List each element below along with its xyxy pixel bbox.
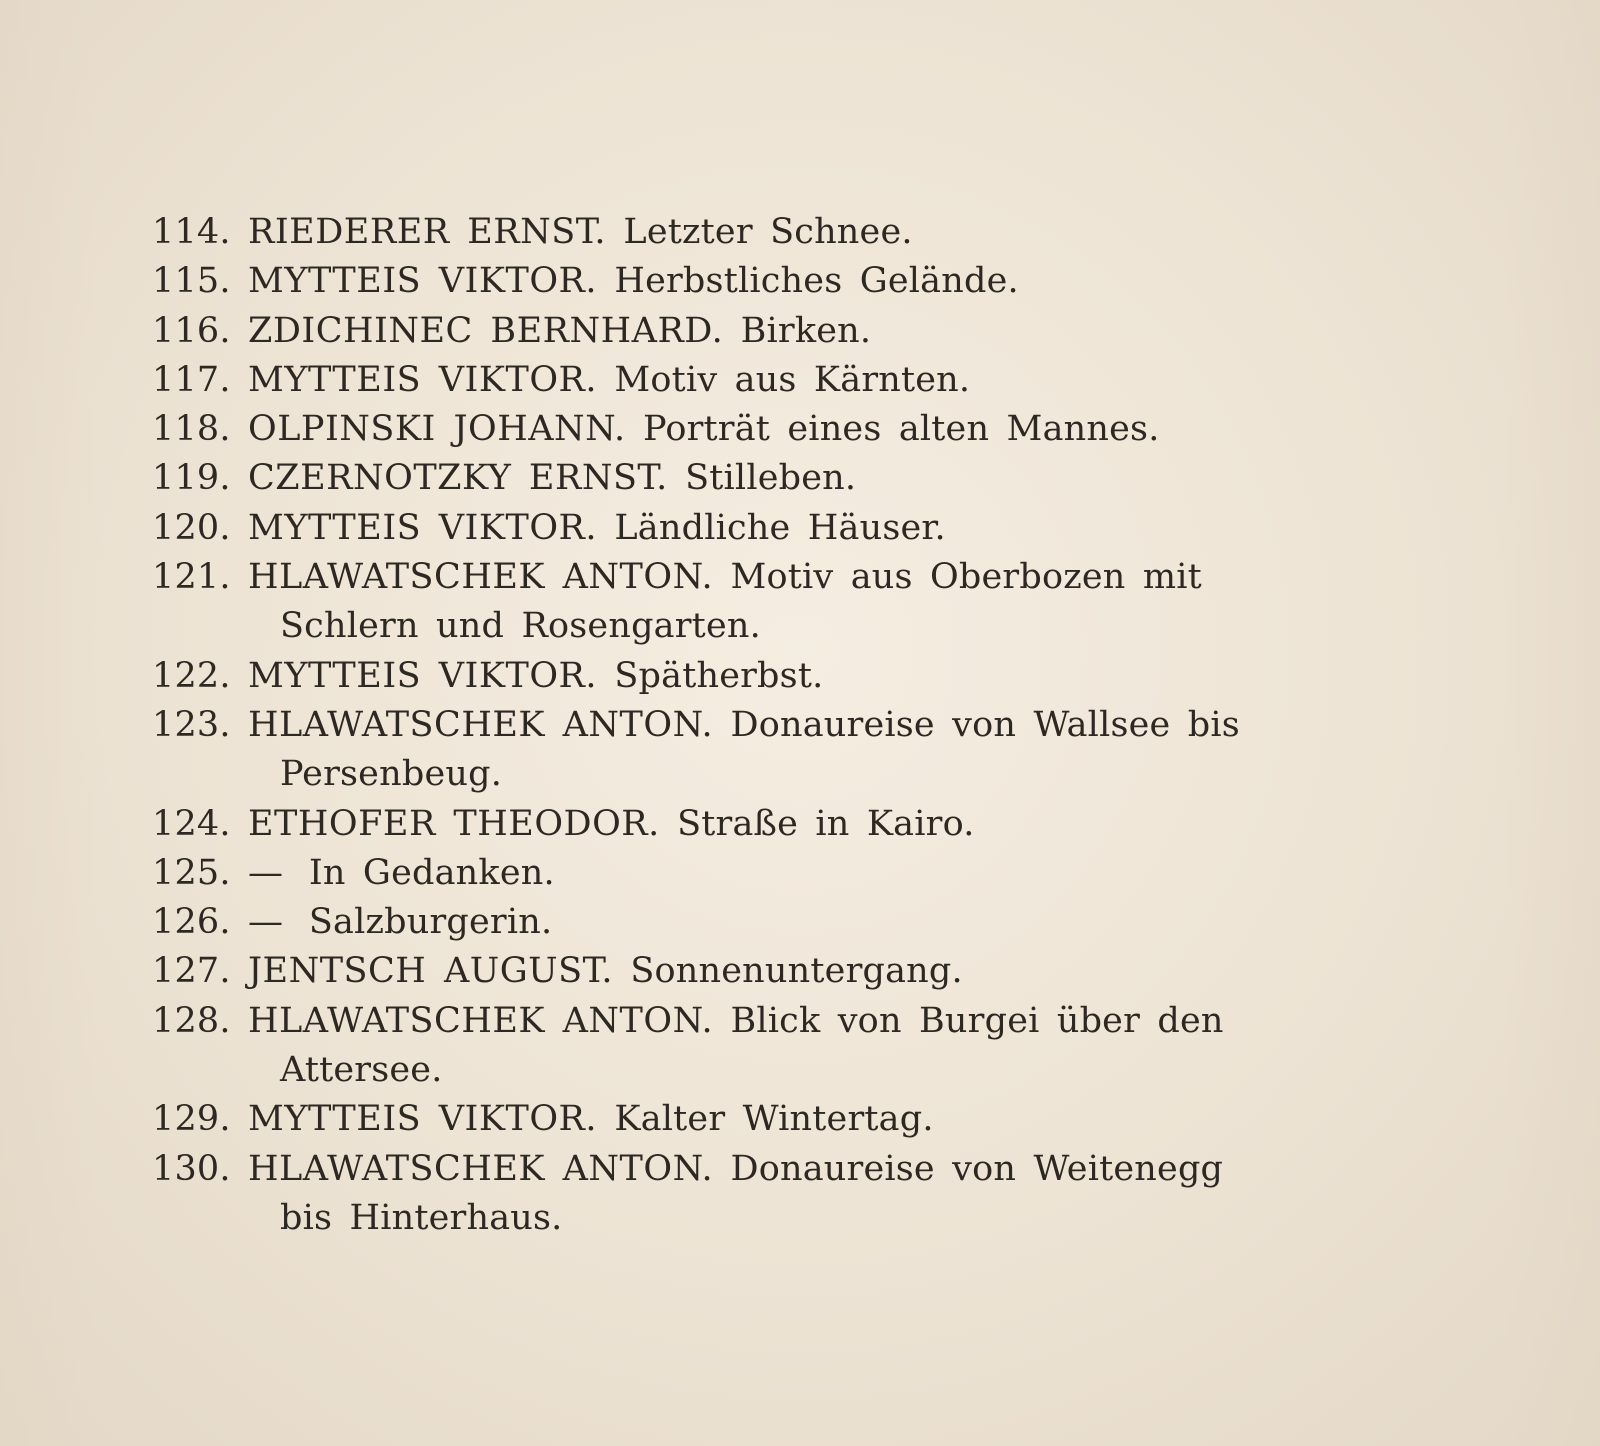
catalogue-entry [152,1145,1452,1244]
entry-title: Stilleben. [685,458,857,499]
catalogue-entry [152,947,1452,996]
entry-artist: HLAWATSCHEK ANTON. [248,704,714,745]
catalogue-entry [152,454,1452,503]
entry-title: Straße in Kairo. [677,803,975,844]
entry-number: 129. [152,1099,231,1140]
entry-title: Porträt eines alten Mannes. [643,409,1160,450]
catalogue-entry [152,504,1452,553]
entry-artist: MYTTEIS VIKTOR. [248,655,598,696]
entry-first-line [248,405,1452,454]
entry-title: Motiv aus Oberbozen mit [730,557,1202,598]
entry-artist: OLPINSKI JOHANN. [248,409,626,450]
entry-title: In Gedanken. [308,852,555,893]
entry-artist: ZDICHINEC BERNHARD. [248,310,724,351]
entry-text [248,208,1452,257]
entry-number: 115. [152,261,231,302]
entry-text [248,1145,1452,1244]
entry-first-line [248,504,1452,553]
entry-number: 127. [152,951,231,992]
entry-first-line [248,849,1452,898]
entry-artist: MYTTEIS VIKTOR. [248,261,598,302]
entry-number: 124. [152,803,231,844]
entry-text [248,849,1452,898]
catalogue-list [152,208,1452,1243]
entry-artist: HLAWATSCHEK ANTON. [248,557,714,598]
entry-text [248,257,1452,306]
catalogue-entry [152,701,1452,800]
catalogue-entry [152,997,1452,1096]
entry-number: 125. [152,852,231,893]
entry-artist: CZERNOTZKY ERNST. [248,458,668,499]
entry-text [248,356,1452,405]
entry-text [248,800,1452,849]
entry-number: 126. [152,902,231,943]
entry-first-line [248,454,1452,503]
entry-artist: — [248,852,284,893]
entry-artist: MYTTEIS VIKTOR. [248,359,598,400]
entry-title: Ländliche Häuser. [614,507,946,548]
entry-number: 123. [152,704,231,745]
entry-text [248,454,1452,503]
entry-number: 121. [152,557,231,598]
catalogue-entry [152,800,1452,849]
entry-first-line [248,307,1452,356]
catalogue-entry [152,208,1452,257]
entry-number: 119. [152,458,231,499]
entry-number: 130. [152,1148,231,1189]
entry-artist: HLAWATSCHEK ANTON. [248,1000,714,1041]
entry-text [248,504,1452,553]
entry-text [248,1095,1452,1144]
entry-text [248,701,1452,800]
entry-text [248,553,1452,652]
catalogue-entry [152,652,1452,701]
entry-title-continuation: Attersee. [280,1050,443,1091]
entry-title: Blick von Burgei über den [730,1000,1224,1041]
entry-title: Motiv aus Kärnten. [614,359,971,400]
entry-number: 128. [152,1000,231,1041]
entry-artist: HLAWATSCHEK ANTON. [248,1148,714,1189]
entry-first-line [248,800,1452,849]
entry-title: Sonnenuntergang. [630,951,963,992]
catalogue-entry [152,356,1452,405]
catalogue-entry [152,898,1452,947]
catalogue-entry [152,849,1452,898]
entry-title: Donaureise von Weitenegg [730,1148,1224,1189]
entry-text [248,307,1452,356]
entry-first-line [248,947,1452,996]
catalogue-entry [152,307,1452,356]
entry-first-line [248,1145,1452,1194]
entry-first-line [248,208,1452,257]
entry-number: 120. [152,507,231,548]
entry-artist: ETHOFER THEODOR. [248,803,660,844]
entry-artist: JENTSCH AUGUST. [248,951,613,992]
entry-text [248,405,1452,454]
entry-title: Birken. [740,310,872,351]
entry-artist: — [248,902,284,943]
entry-first-line [248,553,1452,602]
entry-title-continuation: Persenbeug. [280,754,503,795]
entry-first-line [248,257,1452,306]
entry-title: Salzburgerin. [308,902,553,943]
entry-title: Letzter Schnee. [623,212,913,252]
entry-number: 116. [152,310,231,351]
entry-first-line [248,652,1452,701]
entry-title-continuation: Schlern und Rosengarten. [280,606,761,647]
entry-first-line [248,997,1452,1046]
entry-title: Kalter Wintertag. [614,1099,934,1140]
entry-text [248,997,1452,1096]
entry-title: Herbstliches Gelände. [614,261,1019,302]
catalogue-entry [152,553,1452,652]
catalogue-entry [152,1095,1452,1144]
entry-number: 122. [152,655,231,696]
entry-number: 118. [152,409,231,450]
entry-artist: MYTTEIS VIKTOR. [248,507,598,548]
entry-text [248,652,1452,701]
entry-artist: MYTTEIS VIKTOR. [248,1099,598,1140]
entry-title: Spätherbst. [614,655,824,696]
entry-text [248,898,1452,947]
catalogue-entry [152,257,1452,306]
entry-title-continuation: bis Hinterhaus. [280,1197,563,1238]
catalogue-entry [152,405,1452,454]
entry-first-line [248,1095,1452,1144]
entry-number: 114. [152,212,231,252]
entry-text [248,947,1452,996]
entry-title: Donaureise von Wallsee bis [730,704,1240,745]
entry-first-line [248,701,1452,750]
entry-artist: RIEDERER ERNST. [248,212,607,252]
entry-first-line [248,898,1452,947]
entry-first-line [248,356,1452,405]
entry-number: 117. [152,359,231,400]
